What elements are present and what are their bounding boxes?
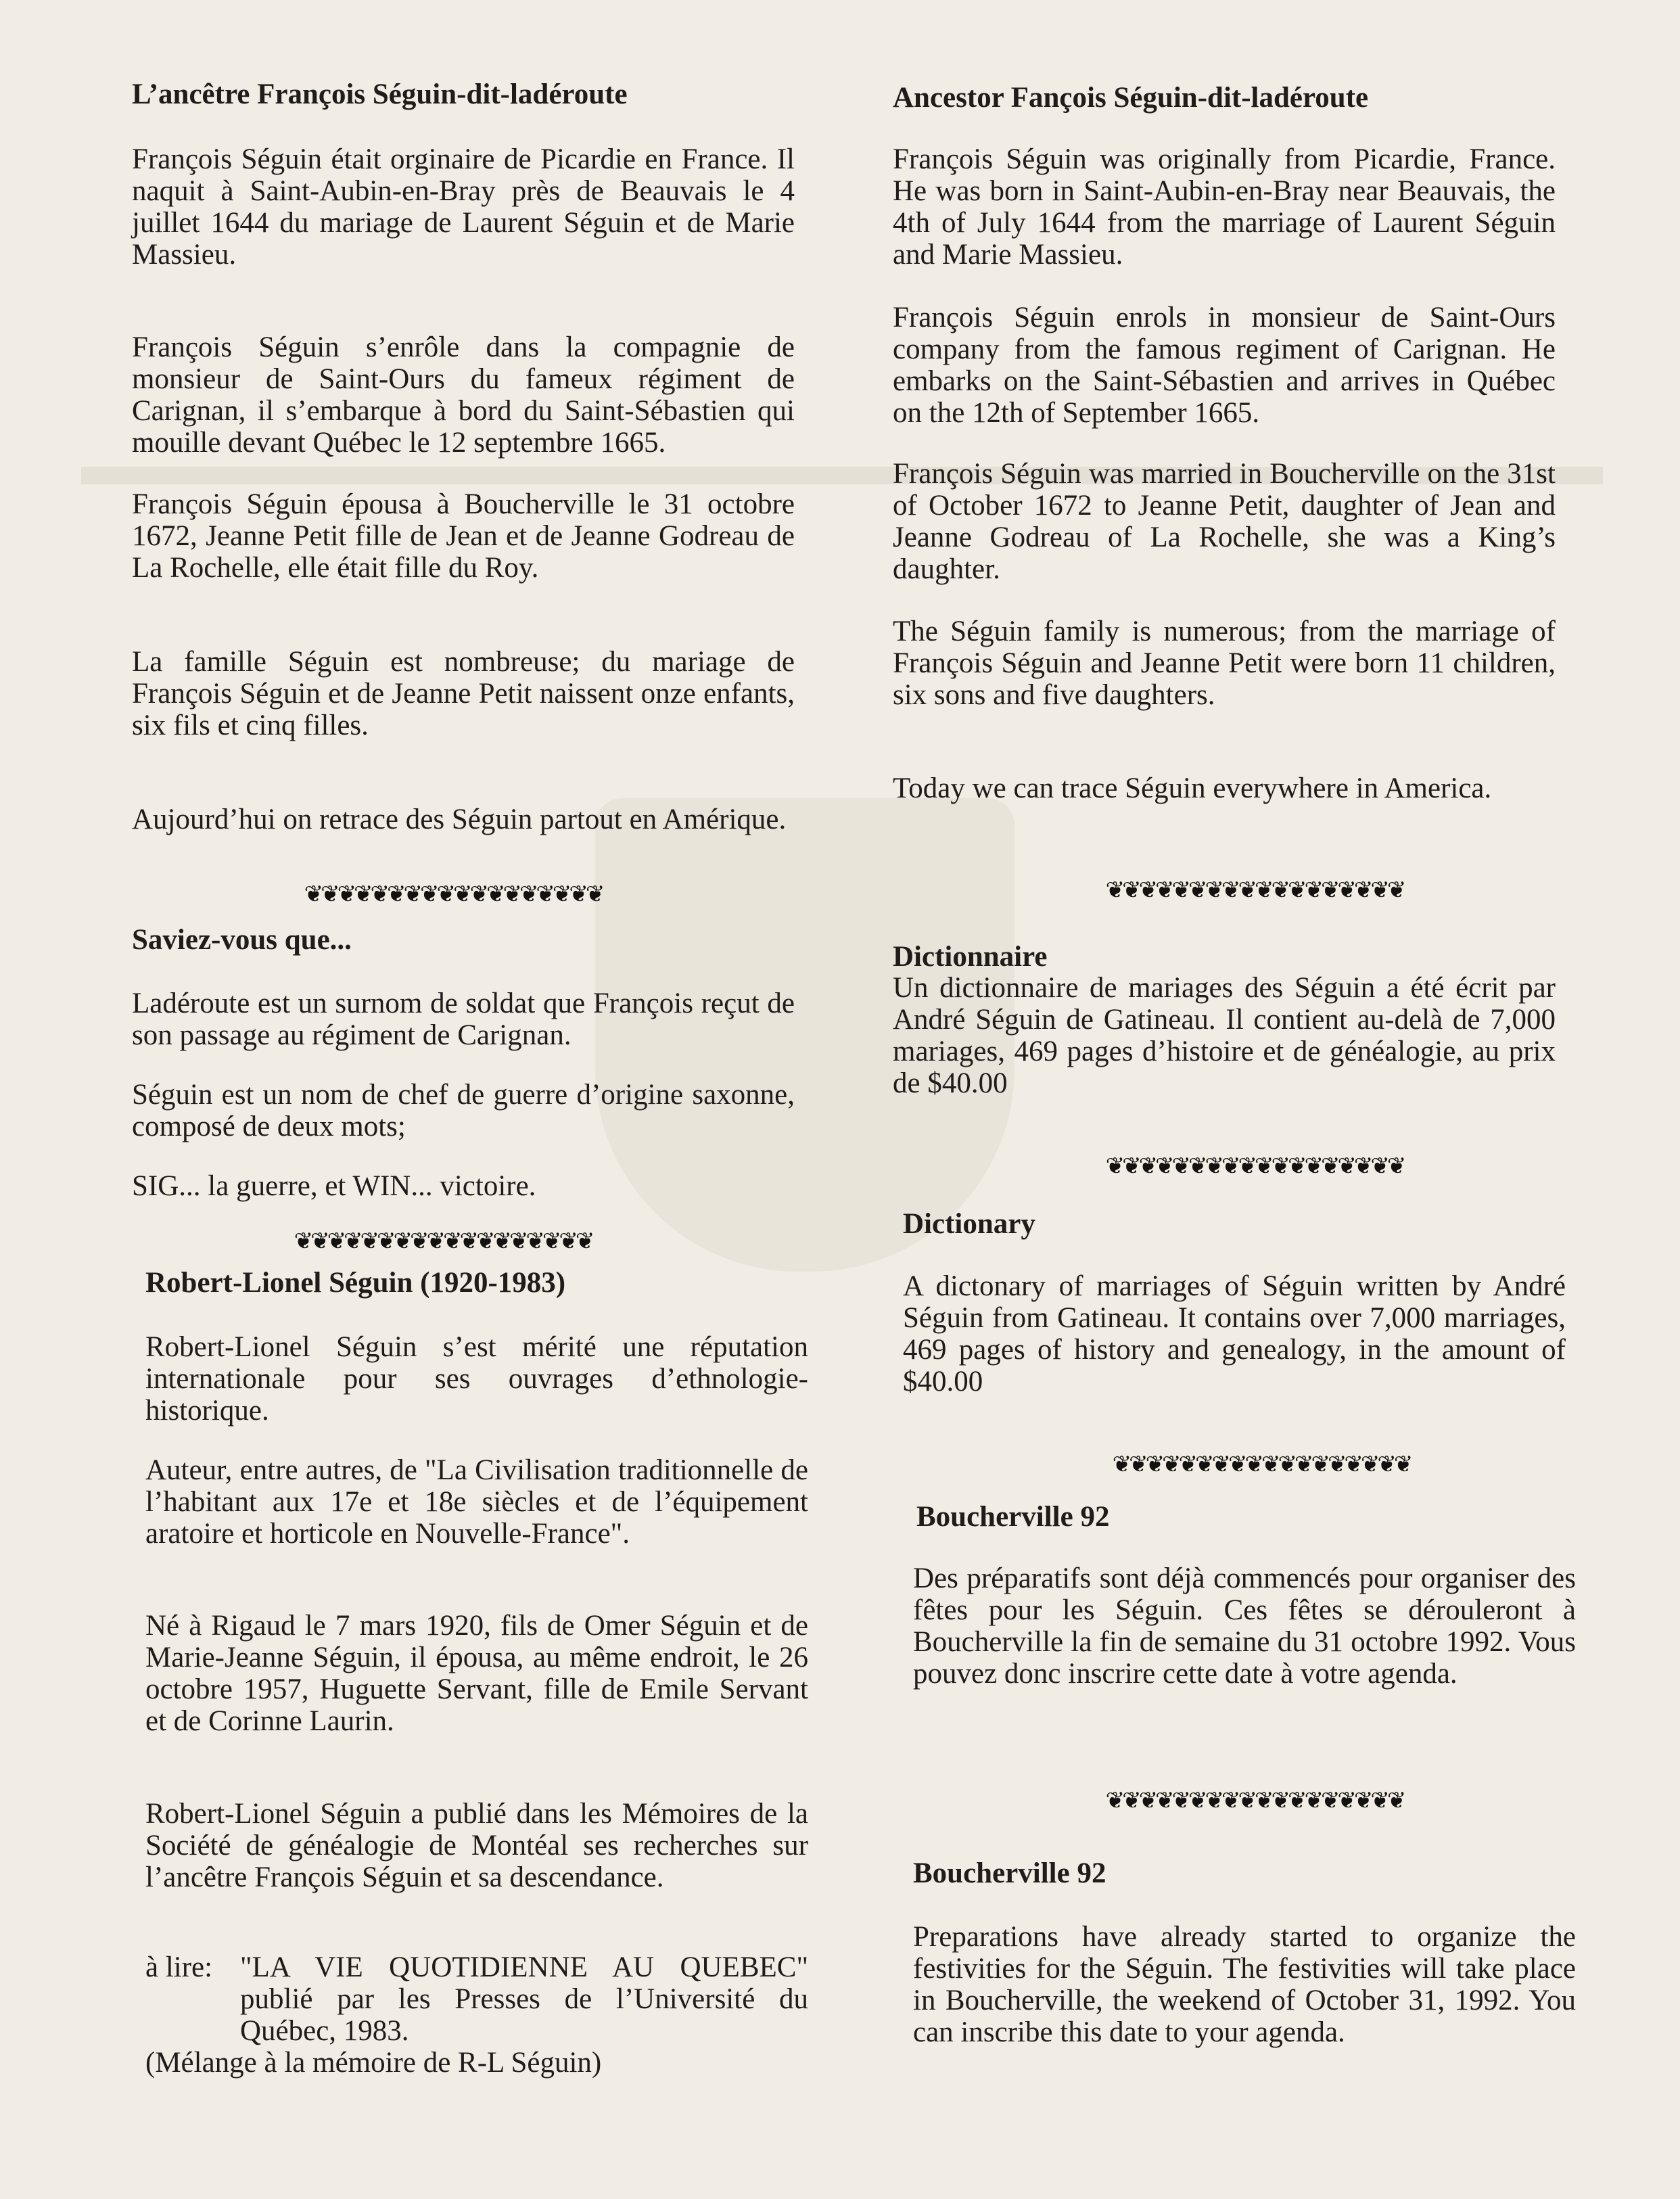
ornamental-divider: ❦❦❦❦❦❦❦❦❦❦❦❦❦❦❦❦❦❦: [1112, 1451, 1411, 1478]
section-title: Ancestor Fançois Séguin-dit-ladéroute: [893, 82, 1369, 114]
paragraph-wrap: [893, 616, 1556, 711]
paragraph-wrap: [132, 488, 795, 584]
paragraph-wrap: [903, 1270, 1566, 1397]
paragraph-wrap: [132, 1170, 795, 1202]
paragraph: Séguin est un nom de chef de guerre d’origine saxonne, composé de deux mots;: [132, 1079, 795, 1142]
paragraph: Robert-Lionel Séguin s’est mérité une réputation internationale pour ses ouvrages d’ethnologie-historique.: [145, 1331, 808, 1427]
paragraph: Robert-Lionel Séguin a publié dans les Mémoires de la Société de généalogie de Montéal ses recherches sur l’ancêtre François Séguin et sa descendance.: [145, 1798, 808, 1893]
paragraph-wrap: [132, 804, 795, 835]
section-title: Dictionary: [903, 1208, 1035, 1240]
paragraph-wrap: [132, 331, 795, 459]
paragraph-wrap: [893, 772, 1556, 804]
reading-row: [145, 1951, 808, 2047]
paragraph: François Séguin was originally from Picardie, France. He was born in Saint-Aubin-en-Bray near Beauvais, the 4th of July 1644 from the marriage of Laurent Séguin and Marie Massieu.: [893, 143, 1556, 271]
ornamental-divider: ❦❦❦❦❦❦❦❦❦❦❦❦❦❦❦❦❦❦: [304, 881, 603, 908]
section-ancestor-en: [893, 81, 1556, 115]
section-dictionnaire: [893, 940, 1556, 974]
paragraph-wrap: [132, 988, 795, 1051]
reading-text: "LA VIE QUOTIDIENNE AU QUEBEC" publié par les Presses de l’Université du Québec, 1983.: [240, 1951, 808, 2047]
paragraph: Auteur, entre autres, de "La Civilisation traditionnelle de l’habitant aux 17e et 18e siècles et de l’équipement aratoire et horticole en Nouvelle-France".: [145, 1454, 808, 1550]
section-saviez: [132, 923, 795, 957]
paragraph: Ladéroute est un surnom de soldat que François reçut de son passage au régiment de Carignan.: [132, 988, 795, 1051]
paragraph-wrap: [145, 1331, 808, 1427]
paragraph: François Séguin was married in Boucherville on the 31st of October 1672 to Jeanne Petit, daughter of Jean and Jeanne Godreau of La Rochelle, she was a King’s daughter.: [893, 458, 1556, 585]
section-boucherville-fr: [916, 1500, 1579, 1534]
paragraph: Né à Rigaud le 7 mars 1920, fils de Omer Séguin et de Marie-Jeanne Séguin, il épousa, au même endroit, le 26 octobre 1957, Huguette Servant, fille de Emile Servant et de Corinne Laurin.: [145, 1610, 808, 1737]
paragraph-wrap: [132, 143, 795, 271]
paragraph-wrap: [893, 458, 1556, 585]
paragraph-wrap: [145, 1610, 808, 1737]
section-title: Boucherville 92: [916, 1501, 1110, 1533]
ornamental-divider: ❦❦❦❦❦❦❦❦❦❦❦❦❦❦❦❦❦❦: [294, 1228, 592, 1255]
reading-note: (Mélange à la mémoire de R-L Séguin): [145, 2047, 602, 2079]
paragraph: François Séguin était orginaire de Picardie en France. Il naquit à Saint-Aubin-en-Bray près de Beauvais le 4 juillet 1644 du mariage de Laurent Séguin et de Marie Massieu.: [132, 143, 795, 271]
paragraph: La famille Séguin est nombreuse; du mariage de François Séguin et de Jeanne Petit naissent onze enfants, six fils et cinq filles.: [132, 646, 795, 741]
paragraph: A dictonary of marriages of Séguin written by André Séguin from Gatineau. It contains over 7,000 marriages, 469 pages of history and genealogy, in the amount of $40.00: [903, 1270, 1566, 1397]
ornamental-divider: ❦❦❦❦❦❦❦❦❦❦❦❦❦❦❦❦❦❦: [1105, 877, 1404, 904]
paragraph: Preparations have already started to organize the festivities for the Séguin. The festivities will take place in Boucherville, the weekend of October 31, 1992. You can inscribe this date to your agenda.: [913, 1921, 1576, 2048]
section-title: Saviez-vous que...: [132, 924, 352, 956]
paragraph-wrap: [913, 1563, 1576, 1690]
section-title: Boucherville 92: [913, 1857, 1106, 1889]
paragraph-wrap: [893, 972, 1556, 1099]
paragraph: The Séguin family is numerous; from the marriage of François Séguin and Jeanne Petit were born 11 children, six sons and five daughters.: [893, 616, 1556, 711]
paragraph-wrap: [145, 1798, 808, 1893]
ornamental-divider: ❦❦❦❦❦❦❦❦❦❦❦❦❦❦❦❦❦❦: [1105, 1787, 1404, 1814]
paragraph-wrap: [893, 143, 1556, 271]
ornamental-divider: ❦❦❦❦❦❦❦❦❦❦❦❦❦❦❦❦❦❦: [1105, 1153, 1404, 1180]
section-title: L’ancêtre François Séguin-dit-ladéroute: [132, 78, 628, 110]
section-boucherville-en: [913, 1857, 1576, 1891]
reading-block: [145, 1951, 808, 2079]
reading-label: à lire:: [145, 1951, 213, 1983]
paragraph-wrap: [913, 1921, 1576, 2048]
paragraph: François Séguin s’enrôle dans la compagnie de monsieur de Saint-Ours du fameux régiment de Carignan, il s’embarque à bord du Saint-Sébastien qui mouille devant Québec le 12 septembre 1665.: [132, 331, 795, 459]
paragraph-wrap: [132, 646, 795, 741]
paragraph: Today we can trace Séguin everywhere in America.: [893, 772, 1492, 804]
paragraph-wrap: [145, 1454, 808, 1550]
section-title: Dictionnaire: [893, 941, 1048, 973]
paragraph: Aujourd’hui on retrace des Séguin partout en Amérique.: [132, 804, 787, 835]
paragraph: Un dictionnaire de mariages des Séguin a été écrit par André Séguin de Gatineau. Il contient au-delà de 7,000 mariages, 469 pages d’histoire et de généalogie, au prix de $40.00: [893, 972, 1556, 1099]
paragraph-wrap: [132, 1079, 795, 1142]
section-ancestor-fr: [132, 78, 795, 112]
paragraph: François Séguin épousa à Boucherville le 31 octobre 1672, Jeanne Petit fille de Jean et de Jeanne Godreau de La Rochelle, elle était fille du Roy.: [132, 488, 795, 584]
section-title: Robert-Lionel Séguin (1920-1983): [145, 1267, 566, 1299]
paragraph-wrap: [893, 302, 1556, 429]
paragraph: SIG... la guerre, et WIN... victoire.: [132, 1170, 536, 1202]
section-dictionary: [903, 1207, 1566, 1241]
section-robert: [145, 1266, 808, 1300]
paragraph: Des préparatifs sont déjà commencés pour organiser des fêtes pour les Séguin. Ces fêtes se dérouleront à Boucherville la fin de semaine du 31 octobre 1992. Vous pouvez donc inscrire cette date à votre agenda.: [913, 1563, 1576, 1690]
paragraph: François Séguin enrols in monsieur de Saint-Ours company from the famous regiment of Carignan. He embarks on the Saint-Sébastien and arrives in Québec on the 12th of September 1665.: [893, 302, 1556, 429]
